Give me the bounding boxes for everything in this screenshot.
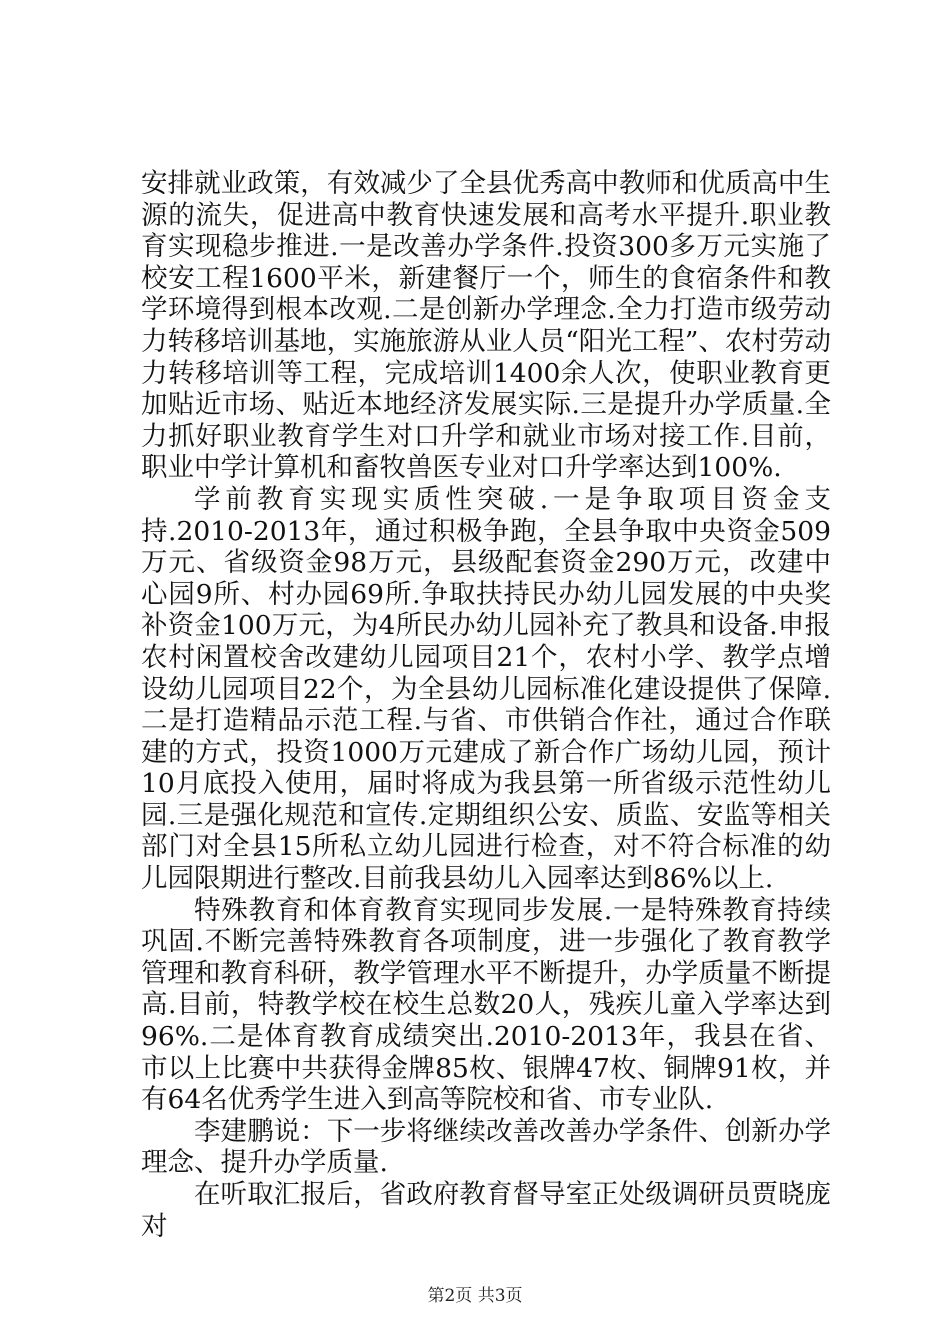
- page-footer: 第2页 共3页: [427, 1286, 523, 1306]
- paragraph-vocational-education: 安排就业政策，有效减少了全县优秀高中教师和优质高中生源的流失，促进高中教育快速发展和高考水平提升.职业教育实现稳步推进.一是改善办学条件.投资300多万元实施了校安工程1600平米，新建餐厅一个，师生的食宿条件和教学环境得到根本改观.二是创新办学理念.全力打造市级劳动力转移培训基地，实施旅游从业人员“阳光工程”、农村劳动力转移培训等工程，完成培训1400余人次，使职业教育更加贴近市场、贴近本地经济发展实际.三是提升办学质量.全力抓好职业教育学生对口升学和就业市场对接工作.目前，职业中学计算机和畜牧兽医专业对口升学率达到100%.: [141, 168, 831, 484]
- paragraph-special-and-sports-education: 特殊教育和体育教育实现同步发展.一是特殊教育持续巩固.不断完善特殊教育各项制度，进一步强化了教育教学管理和教育科研，教学管理水平不断提升，办学质量不断提高.目前，特教学校在校生总数20人，残疾儿童入学率达到96%.二是体育教育成绩突出.2010-2013年，我县在省、市以上比赛中共获得金牌85枚、银牌47枚、铜牌91枚，并有64名优秀学生进入到高等院校和省、市专业队.: [141, 894, 831, 1116]
- document-body: [141, 168, 831, 1242]
- paragraph-after-report: 在听取汇报后，省政府教育督导室正处级调研员贾晓庞对: [141, 1179, 831, 1242]
- paragraph-preschool-education: 学前教育实现实质性突破.一是争取项目资金支持.2010-2013年，通过积极争跑，全县争取中央资金509万元、省级资金98万元，县级配套资金290万元，改建中心园9所、村办园69所.争取扶持民办幼儿园发展的中央奖补资金100万元，为4所民办幼儿园补充了教具和设备.申报农村闲置校舍改建幼儿园项目21个，农村小学、教学点增设幼儿园项目22个，为全县幼儿园标准化建设提供了保障.二是打造精品示范工程.与省、市供销合作社，通过合作联建的方式，投资1000万元建成了新合作广场幼儿园，预计10月底投入使用，届时将成为我县第一所省级示范性幼儿园.三是强化规范和宣传.定期组织公安、质监、安监等相关部门对全县15所私立幼儿园进行检查，对不符合标准的幼儿园限期进行整改.目前我县幼儿入园率达到86%以上.: [141, 483, 831, 895]
- paragraph-next-steps-quote: 李建鹏说：下一步将继续改善改善办学条件、创新办学理念、提升办学质量.: [141, 1115, 831, 1179]
